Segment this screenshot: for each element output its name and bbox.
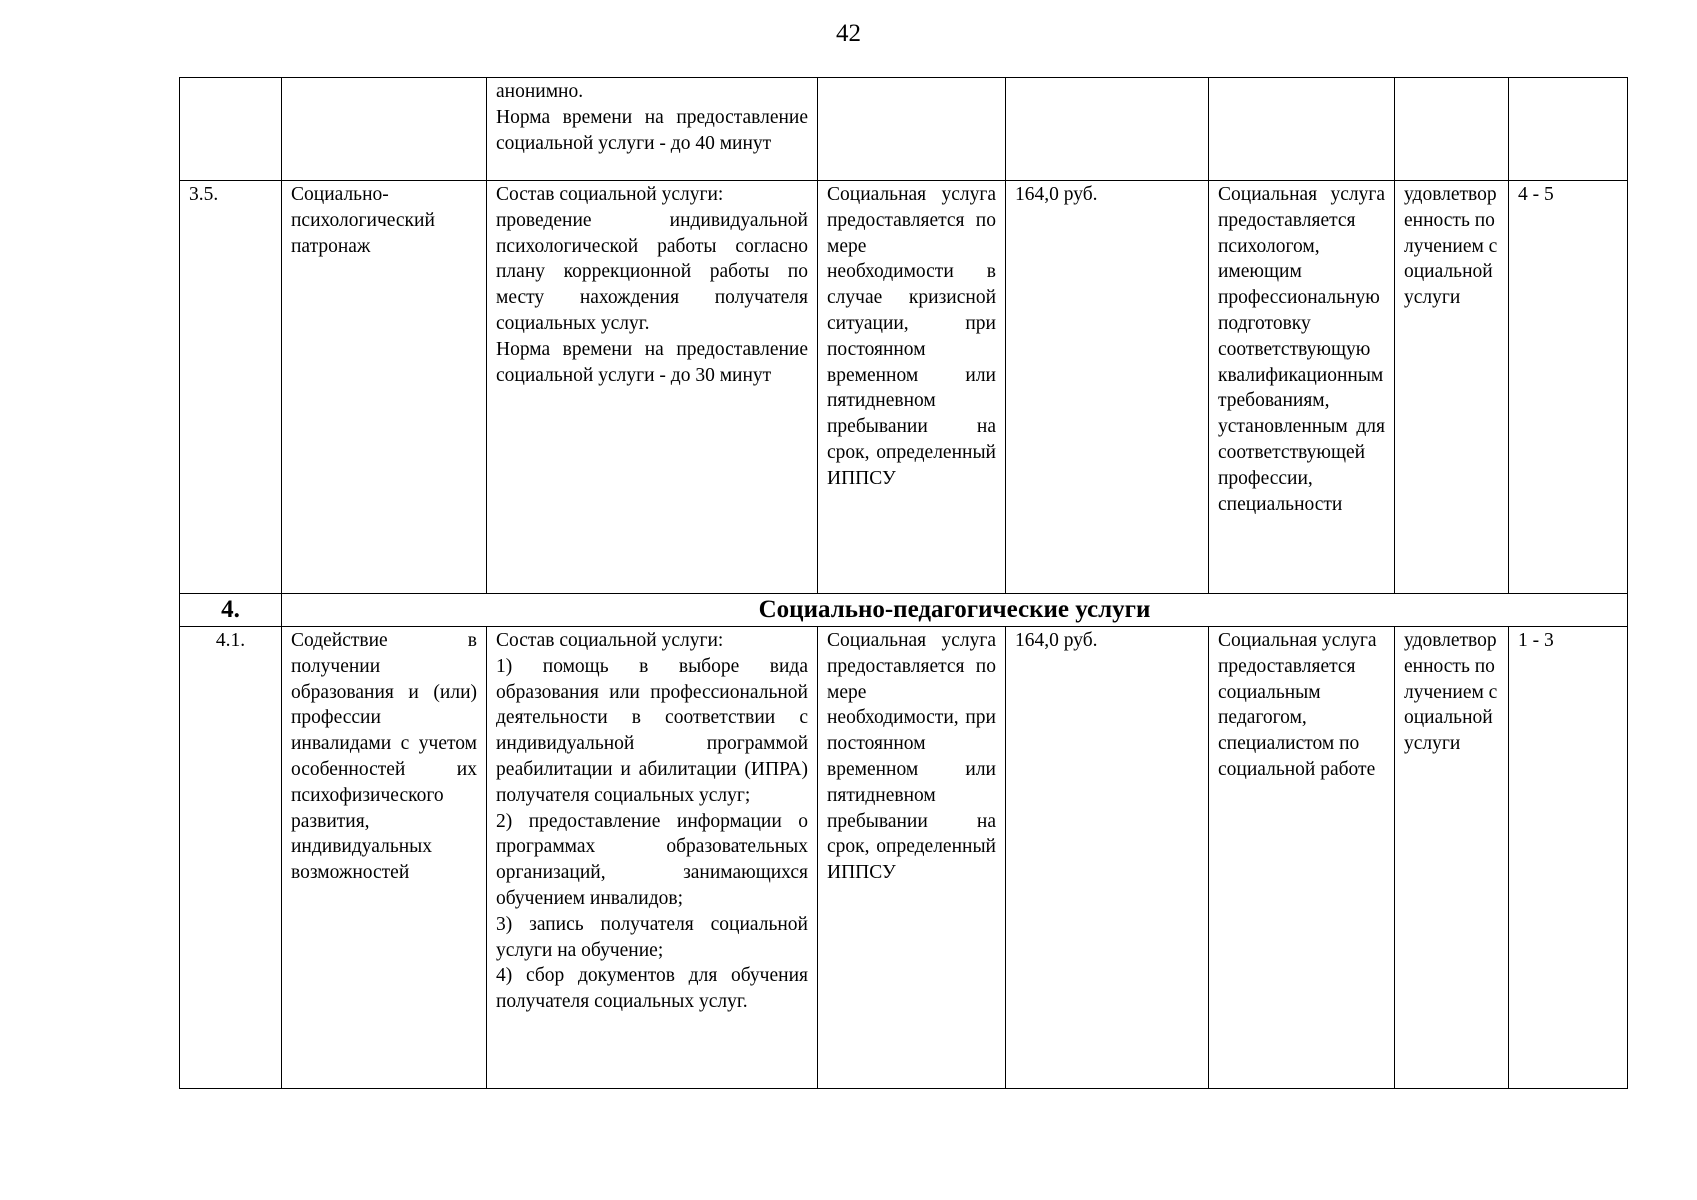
service-conditions: Социальная услуга предоставляется по мере необходимости, при постоянном временном или пятидневном пребывании на срок, определенный ИППСУ — [818, 627, 1006, 1089]
service-name: Содействие в получении образования и (или) профессии инвалидами с учетом особенностей их психофизического развития, индивидуальных возможностей — [282, 627, 487, 1089]
cell-provider — [1209, 78, 1395, 181]
service-conditions: Социальная услуга предоставляется по мере необходимости в случае кризисной ситуации, при постоянном временном или пятидневном пребывании на срок, определенный ИППСУ — [818, 181, 1006, 594]
cell-num — [180, 78, 282, 181]
cell-quality — [1395, 78, 1509, 181]
service-content — [487, 627, 818, 1089]
service-quality: удовлетворенность получением социальной услуги — [1395, 181, 1509, 594]
content-line: Норма времени на предоставление социальной услуги - до 40 минут — [496, 106, 808, 154]
content-intro: Состав социальной услуги: — [496, 630, 724, 651]
cell-price — [1006, 78, 1209, 181]
content-norm: Норма времени на предоставление социальной услуги - до 30 минут — [496, 338, 808, 386]
table-row-continuation — [180, 78, 1628, 181]
services-table — [179, 77, 1628, 1089]
cell-content — [487, 78, 818, 181]
content-body: проведение индивидуальной психологической работы согласно плану коррекционной работы по месту нахождения получателя социальных услуг. — [496, 209, 808, 334]
content-line: анонимно. — [496, 81, 584, 102]
table-row-3-5 — [180, 181, 1628, 594]
service-name: Социально-психологический патронаж — [282, 181, 487, 594]
row-number: 3.5. — [180, 181, 282, 594]
cell-name — [282, 78, 487, 181]
content-item: 3) запись получателя социальной услуги на обучение; — [496, 913, 808, 961]
content-item: 2) предоставление информации о программах образовательных организаций, занимающихся обучением инвалидов; — [496, 810, 808, 909]
service-rating: 1 - 3 — [1509, 627, 1628, 1089]
cell-rating — [1509, 78, 1628, 181]
service-price: 164,0 руб. — [1006, 627, 1209, 1089]
section-header-4 — [180, 594, 1628, 627]
content-intro: Состав социальной услуги: — [496, 184, 724, 205]
section-number: 4. — [180, 594, 282, 627]
service-provider: Социальная услуга предоставляется психологом, имеющим профессиональную подготовку соответствующую квалификационным требованиям, установленным для соответствующей профессии, специальности — [1209, 181, 1395, 594]
service-price: 164,0 руб. — [1006, 181, 1209, 594]
page-number: 42 — [836, 20, 861, 47]
cell-conditions — [818, 78, 1006, 181]
content-item: 1) помощь в выборе вида образования или профессиональной деятельности в соответствии с индивидуальной программой реабилитации и абилитации (ИПРА) получателя социальных услуг; — [496, 655, 808, 806]
section-title: Социально-педагогические услуги — [282, 594, 1628, 627]
service-content — [487, 181, 818, 594]
table-row-4-1 — [180, 627, 1628, 1089]
service-quality: удовлетворенность получением социальной услуги — [1395, 627, 1509, 1089]
service-provider: Социальная услуга предоставляется социальным педагогом, специалистом по социальной работе — [1209, 627, 1395, 1089]
service-rating: 4 - 5 — [1509, 181, 1628, 594]
row-number: 4.1. — [180, 627, 282, 1089]
content-item: 4) сбор документов для обучения получателя социальных услуг. — [496, 965, 808, 1013]
